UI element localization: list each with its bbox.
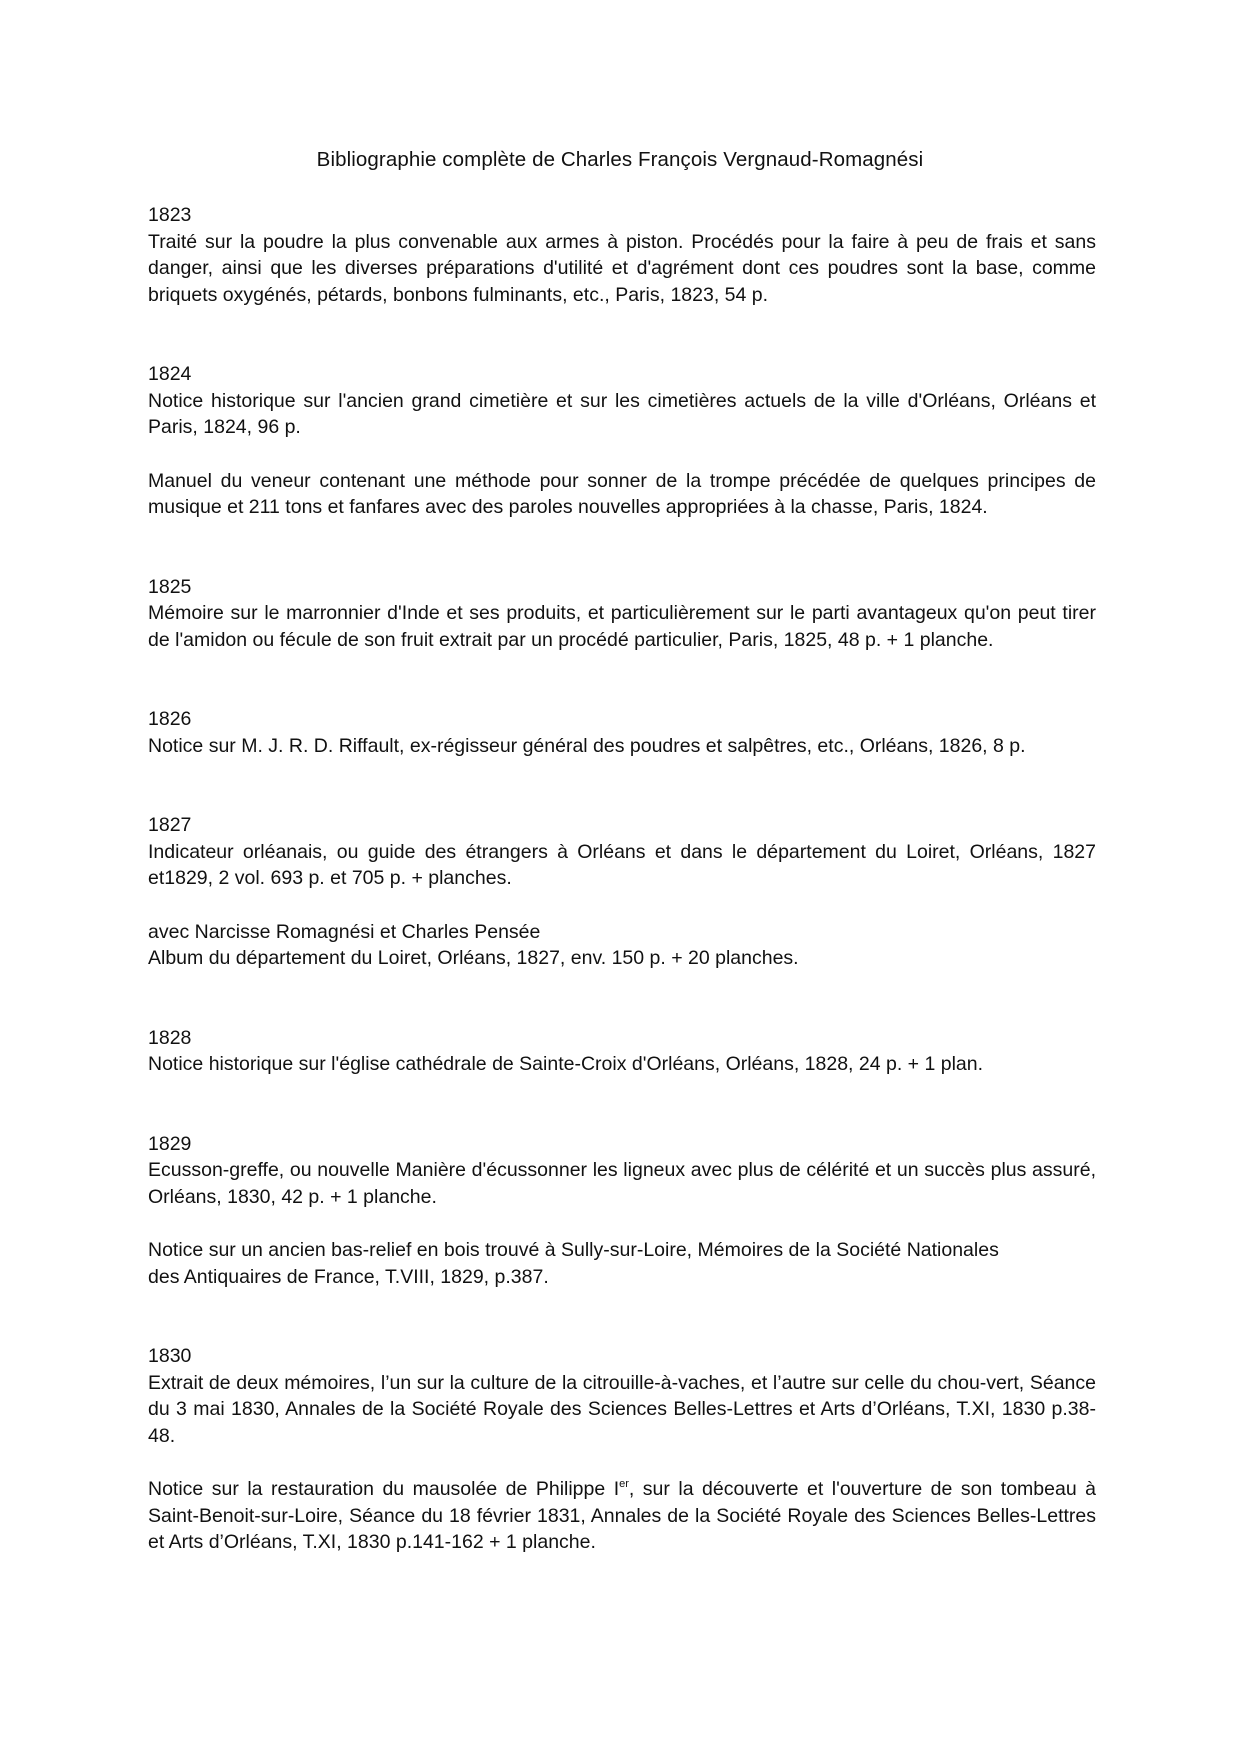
year-section-1823 xyxy=(148,202,1096,308)
year-heading: 1828 xyxy=(148,1026,192,1049)
document-title: Bibliographie complète de Charles François Vergnaud-Romagnési xyxy=(316,148,924,171)
bibliography-entry xyxy=(148,1237,1096,1290)
year-section-1827 xyxy=(148,812,1096,972)
superscript: er xyxy=(619,1478,629,1490)
year-heading: 1827 xyxy=(148,814,192,836)
bibliography-entry xyxy=(148,1476,1096,1556)
coauthors-note: avec Narcisse Romagnési et Charles Pensée xyxy=(148,920,541,943)
year-section-1829 xyxy=(148,1131,1096,1291)
year-section-1826 xyxy=(148,706,1096,759)
bibliography-entry: Traité sur la poudre la plus convenable aux armes à piston. Procédés pour la faire à peu de frais et sans danger, ainsi que les diverses préparations d'utilité et d'agrément dont ces poudres sont la base, comme briquets oxygénés, pétards, bonbons fulminants, etc., Paris, 1823, 54 p. xyxy=(148,230,1096,306)
bibliography-entry: Manuel du veneur contenant une méthode pour sonner de la trompe précédée de quelques principes de musique et 211 tons et fanfares avec des paroles nouvelles appropriées à la chasse, Paris, 1824. xyxy=(148,469,1096,518)
year-heading: 1823 xyxy=(148,204,192,226)
year-heading: 1830 xyxy=(148,1345,192,1367)
year-heading: 1826 xyxy=(148,708,192,730)
bibliography-entry: Indicateur orléanais, ou guide des étrangers à Orléans et dans le département du Loiret, Orléans, 1827 et1829, 2 vol. 693 p. et 705 p. + planches. xyxy=(148,840,1096,889)
bibliography-entry: Mémoire sur le marronnier d'Inde et ses produits, et particulièrement sur le parti avantageux qu'on peut tirer de l'amidon ou fécule de son fruit extrait par un procédé particulier, Paris, 1825, 48 p. + 1 planche. xyxy=(148,602,1096,651)
year-section-1828 xyxy=(148,1025,1096,1078)
bibliography-entry: Notice historique sur l'église cathédrale de Sainte-Croix d'Orléans, Orléans, 1828, 24 p. + 1 plan. xyxy=(148,1053,984,1075)
year-section-1825 xyxy=(148,574,1096,654)
bibliography-list xyxy=(148,202,1096,1556)
entry-line: Notice sur un ancien bas-relief en bois trouvé à Sully-sur-Loire, Mémoires de la Société Nationales xyxy=(148,1239,999,1261)
year-heading: 1824 xyxy=(148,363,192,385)
bibliography-entry: Notice historique sur l'ancien grand cimetière et sur les cimetières actuels de la ville d'Orléans, Orléans et Paris, 1824, 96 p. xyxy=(148,389,1096,438)
entry-line: des Antiquaires de France, T.VIII, 1829, p.387. xyxy=(148,1265,549,1288)
year-section-1824 xyxy=(148,361,1096,521)
year-section-1830 xyxy=(148,1343,1096,1556)
bibliography-entry: Notice sur M. J. R. D. Riffault, ex-régisseur général des poudres et salpêtres, etc., Orléans, 1826, 8 p. xyxy=(148,734,1026,757)
entry-text: Notice sur la restauration du mausolée de Philippe I xyxy=(148,1478,620,1500)
bibliography-entry: Album du département du Loiret, Orléans, 1827, env. 150 p. + 20 planches. xyxy=(148,947,799,969)
year-heading: 1825 xyxy=(148,575,192,598)
entry-text: , sur la découverte et l'ouverture de son tombeau à Saint-Benoit-sur-Loire, Séance du 18 février 1831, Annales de la Société Royale des Sciences Belles-Lettres et Arts d’Orléans, T.XI, 1830 p.141-162 + 1 planche. xyxy=(148,1478,1096,1553)
bibliography-entry: Extrait de deux mémoires, l’un sur la culture de la citrouille-à-vaches, et l’autre sur celle du chou-vert, Séance du 3 mai 1830, Annales de la Société Royale des Sciences Belles-Lettres et Arts d’Orléans, T.XI, 1830 p.38-48. xyxy=(148,1371,1096,1447)
year-heading: 1829 xyxy=(148,1132,192,1155)
bibliography-entry: Ecusson-greffe, ou nouvelle Manière d'écussonner les ligneux avec plus de célérité et un succès plus assuré, Orléans, 1830, 42 p. + 1 planche. xyxy=(148,1159,1096,1208)
